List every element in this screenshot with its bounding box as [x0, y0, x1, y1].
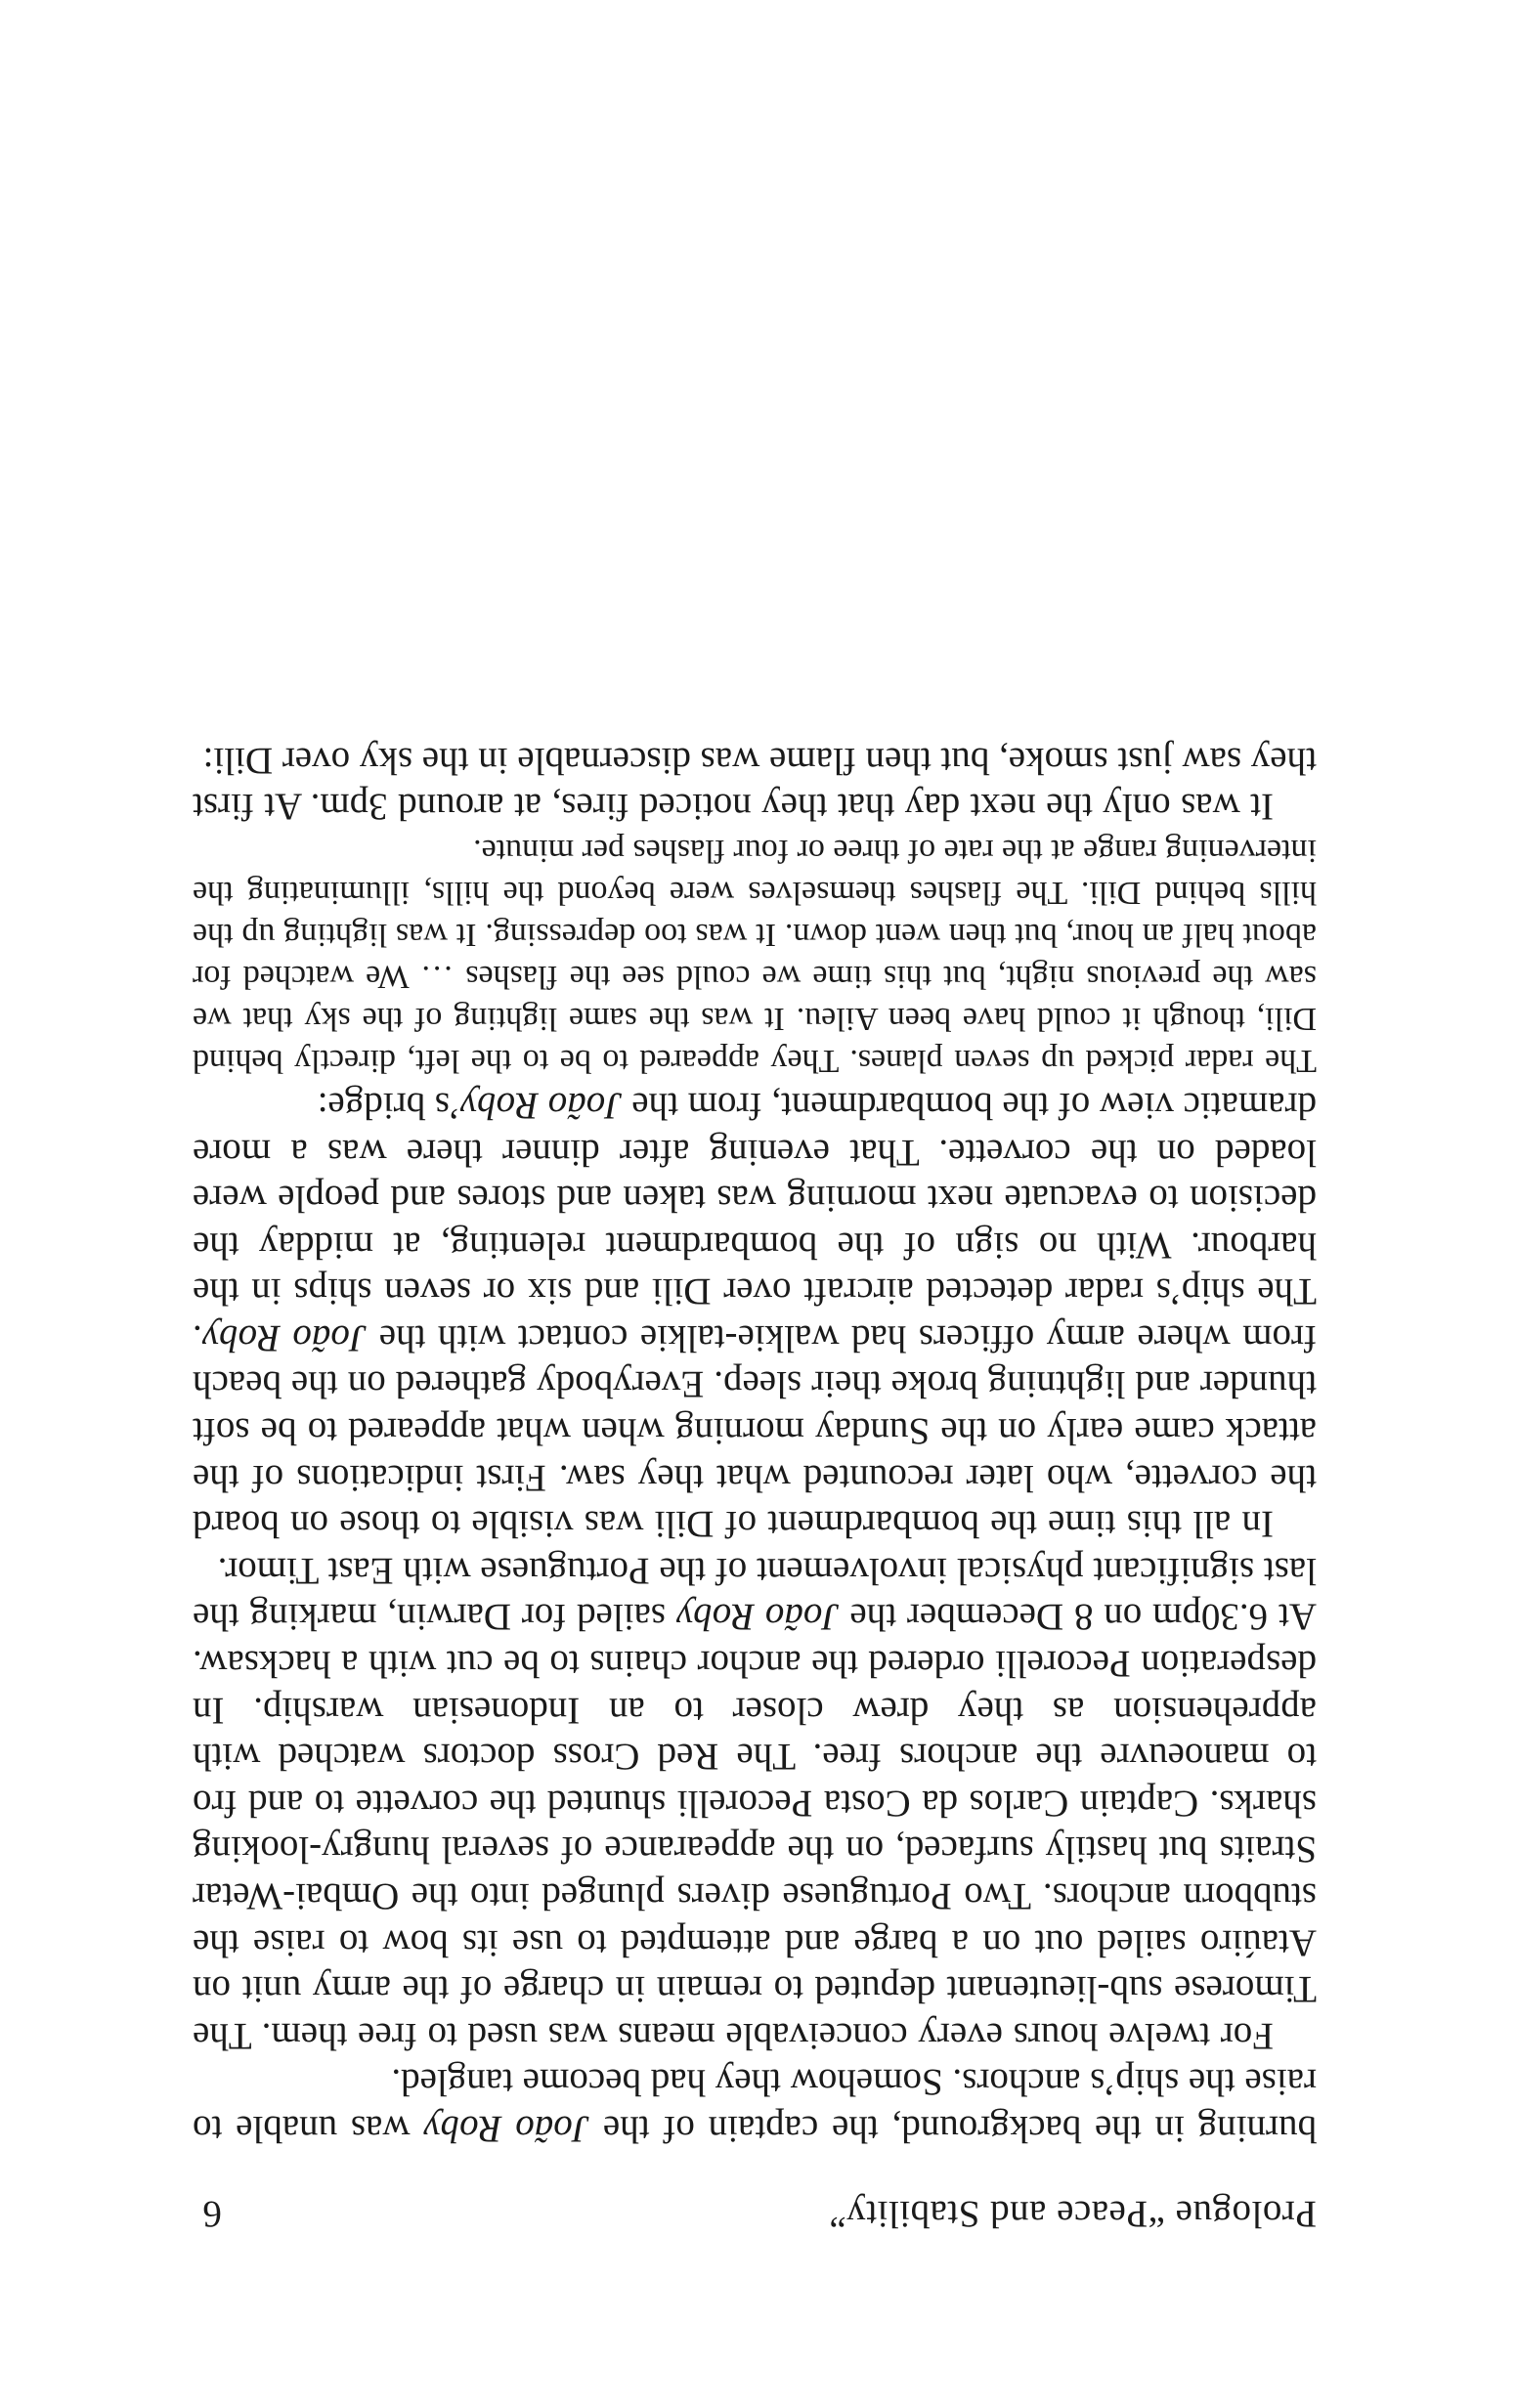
chapter-title: Prologue “Peace and Stability” — [828, 2193, 1317, 2235]
page-number: 6 — [202, 2193, 222, 2235]
paragraph — [193, 2059, 1317, 2152]
ship-name: João Roby — [459, 1084, 623, 1127]
text-run: was unable to raise the ship’s anchors. Somehow they had become tangled. — [193, 2061, 1317, 2150]
text-run: burning in the background, the captain of the — [589, 2108, 1317, 2150]
text-run: In all this time the bombardment of Dili was visible to those on board the corvette, who later recounted what they saw. First indications of the attack came early on the Sunday morning when what appeared to be soft thunder and lightning broke their sleep. Everybody gathered on the beach from where army officers had walkie-talkie contact with the — [193, 1316, 1317, 1546]
paragraph — [193, 1082, 1317, 1547]
ship-name: João Roby — [201, 1316, 368, 1359]
text-run: sailed for Darwin, marking the last significant physical involvement of the Portuguese with East Timor. — [193, 1549, 1317, 1639]
body-text — [193, 737, 1317, 2152]
text-run: ’s bridge: — [317, 1084, 460, 1127]
paragraph — [193, 1547, 1317, 2059]
text-run: . The ship’s radar detected aircraft over Dili and six or seven ships in the harbour. With no sign of the bombardment relenting, at midday the decision to evacuate next morning was taken and stores and people were loaded on the corvette. That evening after dinner there was a more dramatic view of the bombardment, from the — [193, 1084, 1317, 1359]
quote-paragraph — [193, 830, 1317, 1082]
block-quote — [193, 830, 1317, 1082]
ship-name: João Roby — [423, 2108, 590, 2150]
paragraph — [193, 737, 1317, 830]
ship-name: João Roby — [675, 1596, 840, 1639]
text-run: It was only the next day that they noticed fires, at around 3pm. At first they saw just smoke, but then flame was discernable in the sky over Dili: — [193, 739, 1317, 829]
text-run: For twelve hours every conceivable means was used to free them. The Timorese sub-lieutenant deputed to remain in charge of the army unit on Ataúiro sailed out on a barge and attempted to use its bow to raise the stubborn anchors. Two Portuguese divers plunged into the Ombai-Wetar Straits but hastily surfaced, on the appearance of several hungry-looking sharks. Captain Carlos da Costa Pecorelli shunted the corvette to and fro to manoeuvre the anchors free. The Red Cross doctors watched with apprehension as they drew closer to an Indonesian warship. In desperation Pecorelli ordered the anchor chains to be cut with a hacksaw. At 6.30pm on 8 December the — [193, 1596, 1317, 2057]
text-run: The radar picked up seven planes. They appeared to be to the left, directly behind Dili, though it could have been Aileu. It was the same lighting of the sky that we saw the previous night, but this time we could see the flashes … We watched for about half an hour, but then went down. It was too depressing. It was lighting up the hills behind Dili. The flashes themselves were beyond the hills, illuminating the intervening range at the rate of three or four flashes per minute. — [193, 833, 1317, 1080]
running-header — [193, 2177, 1317, 2236]
